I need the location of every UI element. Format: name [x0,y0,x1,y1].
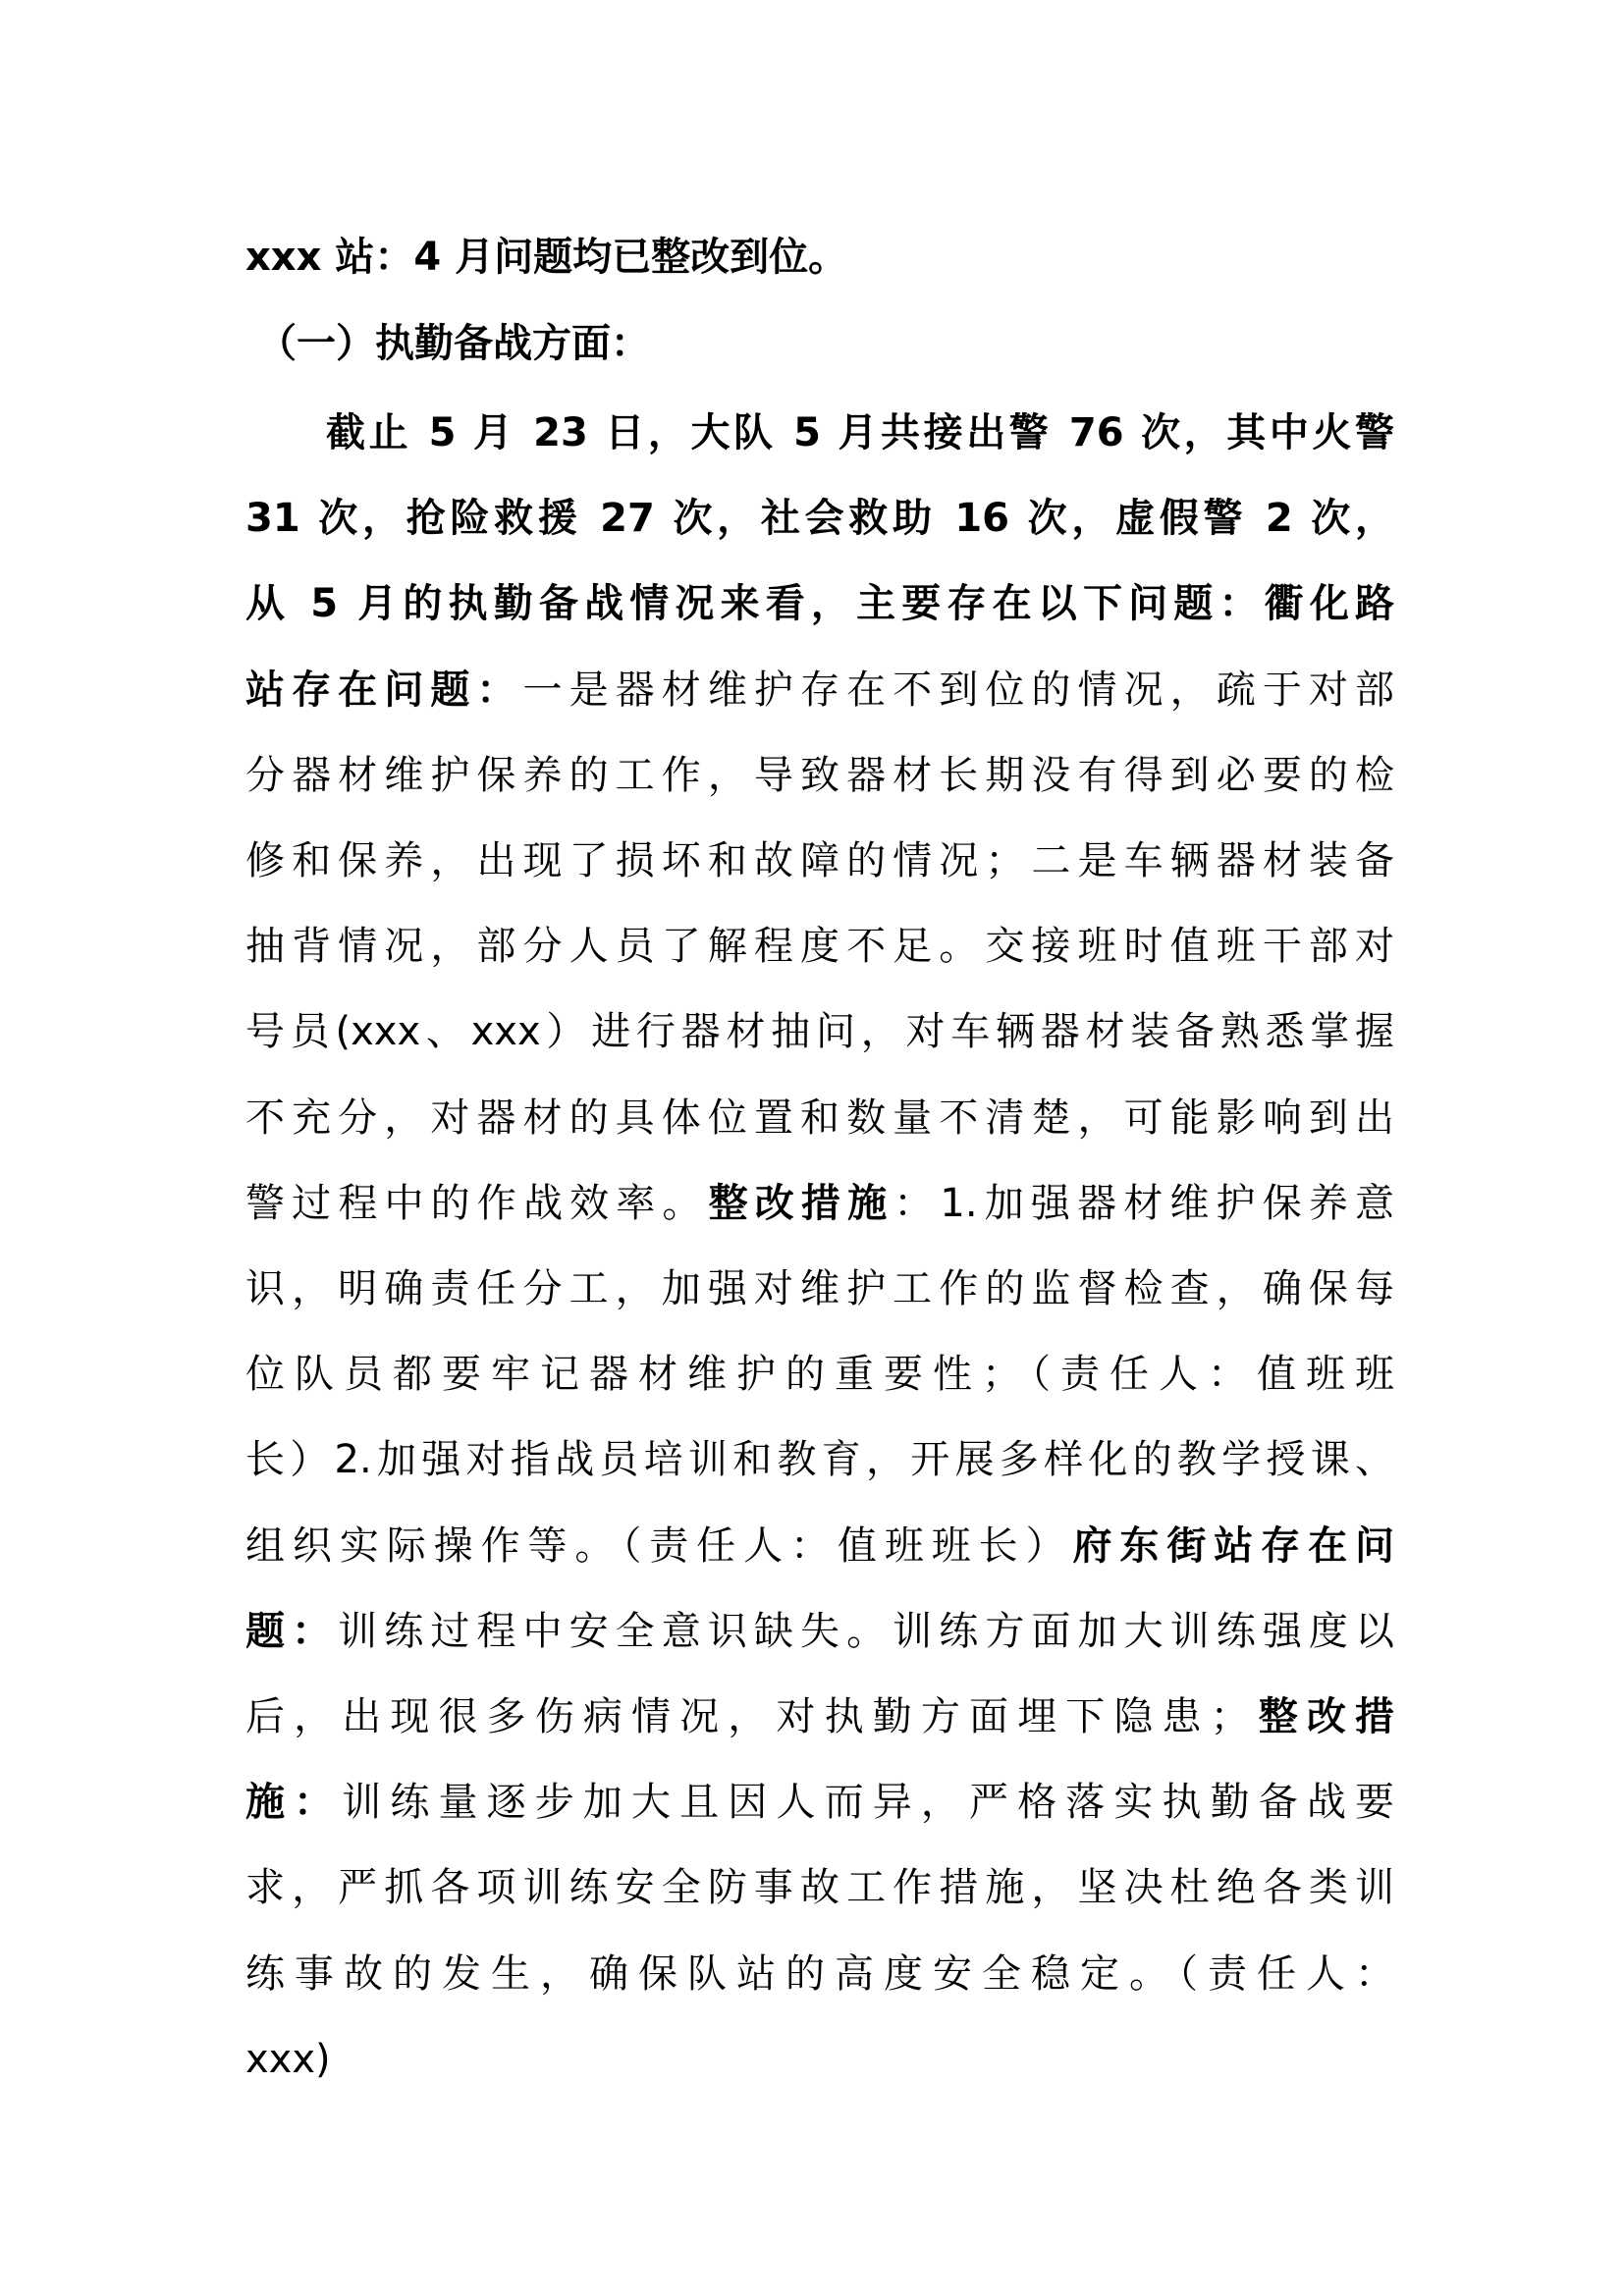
paragraph-line [245,661,1394,720]
body-text: 长）2.加强对指战员培训和教育，开展多样化的教学授课、 [245,1437,1394,1483]
paragraph-line [245,1430,1394,1489]
bold-text: 31 次，抢险救援 27 次，社会救助 16 次，虚假警 2 次， [245,496,1394,542]
intro-line: xxx 站：4 月问题均已整改到位。 [245,235,848,280]
body-text: 警过程中的作战效率。 [245,1180,709,1226]
body-text: 识，明确责任分工，加强对维护工作的监督检查，确保每 [245,1266,1394,1311]
bold-text: 府东街站存在问 [1072,1522,1394,1569]
paragraph-line [245,1517,1394,1575]
paragraph-line [245,489,1394,548]
paragraph-line [245,403,1394,462]
paragraph-line [245,917,1394,976]
paragraph-line [245,1259,1394,1318]
paragraph-line [245,1687,1394,1746]
body-text: 训练过程中安全意识缺失。训练方面加大训练强度以 [338,1608,1395,1654]
body-text: 不充分，对器材的具体位置和数量不清楚，可能影响到出 [245,1095,1394,1141]
section-heading: （一）执勤备战方面： [257,321,650,366]
bold-text: 题： [245,1608,339,1654]
body-text: ：1.加强器材维护保养意 [893,1180,1395,1226]
bold-text: 整改措 [1249,1694,1395,1739]
paragraph-line [245,1002,1394,1061]
body-text: xxx) [245,2036,331,2082]
body-text: 组织实际操作等。（责任人：值班班长） [245,1522,1073,1569]
body-text: 后，出现很多伤病情况，对执勤方面埋下隐患； [245,1694,1250,1739]
bold-text: 截止 5 月 23 日，大队 5 月共接出警 76 次，其中火警 [326,410,1394,455]
body-text: 抽背情况，部分人员了解程度不足。交接班时值班干部对 [245,924,1394,970]
paragraph-line [245,1345,1394,1404]
body-text: 一是器材维护存在不到位的情况，疏于对部 [522,667,1394,713]
bold-text: 施： [245,1780,343,1826]
paragraph-line [245,1858,1394,1917]
paragraph-line [245,1945,1394,2003]
paragraph-line [245,1602,1394,1661]
body-text: 求，严抓各项训练安全防事故工作措施，坚决杜绝各类训 [245,1865,1394,1911]
paragraph-line [245,1174,1394,1233]
bold-text: 站存在问题： [245,667,523,713]
body-text: 练事故的发生，确保队站的高度安全稳定。（责任人： [245,1950,1394,1997]
body-text: 分器材维护保养的工作，导致器材长期没有得到必要的检 [245,752,1394,798]
paragraph-line [245,831,1394,890]
body-text: 训练量逐步加大且因人而异，严格落实执勤备战要 [342,1780,1395,1826]
bold-text: 从 5 月的执勤备战情况来看，主要存在以下问题：衢化路 [245,581,1394,627]
paragraph-line [245,746,1394,805]
paragraph-line [245,1089,1394,1148]
body-text: 位队员都要牢记器材维护的重要性；（责任人：值班班 [245,1352,1394,1398]
paragraph-line [245,574,1394,633]
bold-text: 整改措施 [708,1180,894,1226]
paragraph-line [245,2030,1394,2089]
body-text: 号员(xxx、xxx）进行器材抽问，对车辆器材装备熟悉掌握 [245,1009,1394,1055]
body-text: 修和保养，出现了损坏和故障的情况；二是车辆器材装备 [245,838,1394,883]
paragraph-line [245,1773,1394,1832]
